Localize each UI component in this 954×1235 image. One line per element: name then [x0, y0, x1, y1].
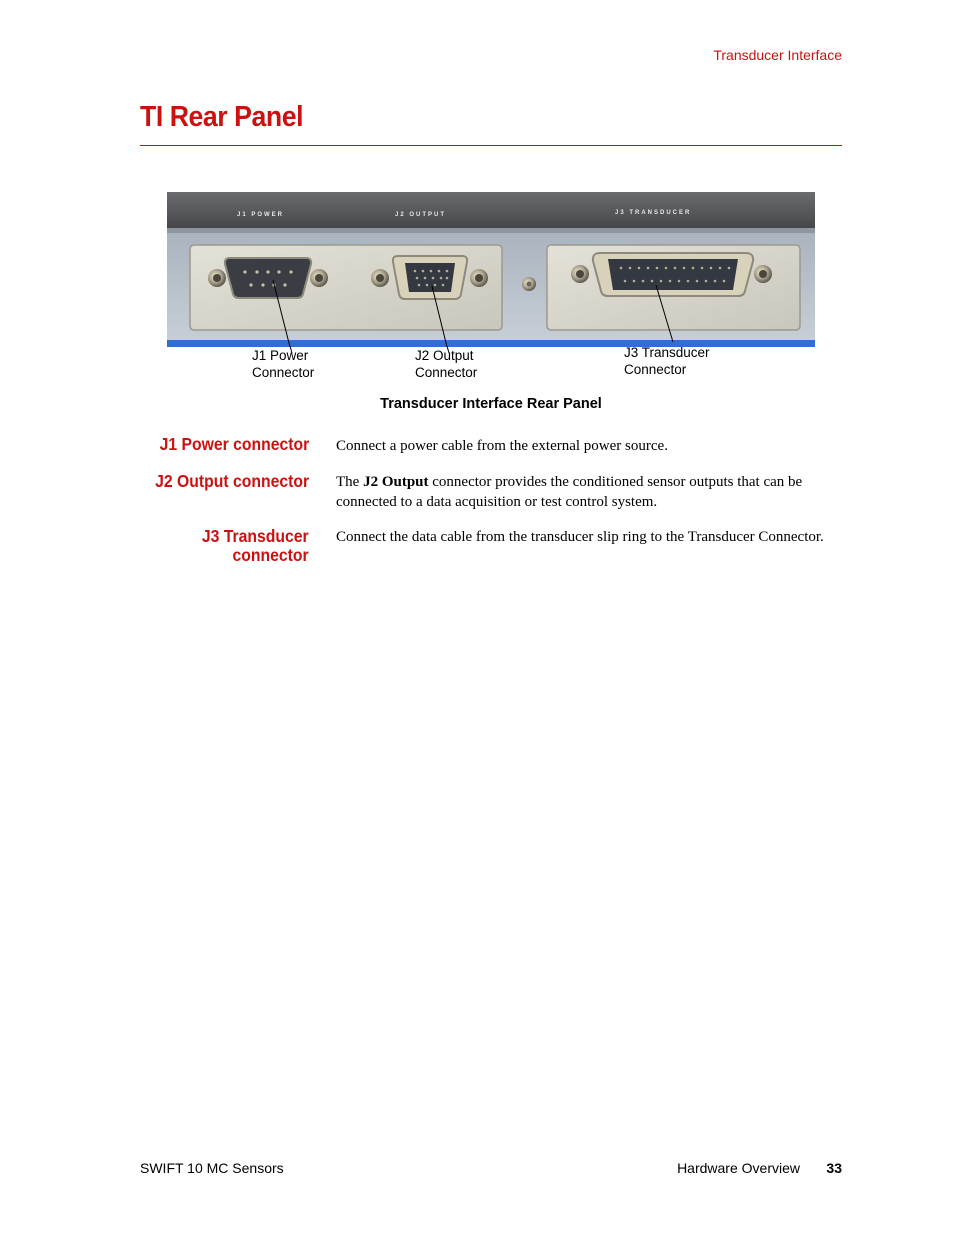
callout-j2-output [415, 347, 477, 381]
term-j1-power [159, 435, 309, 454]
desc-j3-text: Connect the data cable from the transducer slip ring to the Transducer Connector. [336, 529, 824, 545]
title-rule [140, 145, 842, 146]
footer-page-number: 33 [826, 1160, 842, 1176]
desc-j2-bold: J2 Output [363, 474, 429, 490]
term-j1-line1: J1 Power connector [159, 434, 309, 454]
desc-j2-pre: The [336, 474, 364, 490]
callout-j3-line1: J3 Transducer [624, 345, 710, 360]
page-title: TI Rear Panel [140, 101, 304, 133]
running-head: Transducer Interface [713, 47, 842, 63]
footer-section: Hardware Overview [677, 1160, 800, 1176]
term-j2-line1: J2 Output connector [154, 471, 309, 491]
panel-label-j1: J1 POWER [237, 212, 285, 218]
term-j3-line1: J3 Transducer [202, 526, 309, 546]
panel-top-strip [167, 192, 815, 228]
callout-j1-power [252, 347, 314, 381]
callout-j2-line1: J2 Output [415, 348, 474, 363]
term-j3-transducer [202, 527, 309, 565]
callout-j3-line2: Connector [624, 362, 687, 377]
desc-j2-output [336, 472, 836, 512]
callout-j2-line2: Connector [415, 365, 478, 380]
desc-j3-transducer [336, 527, 856, 547]
term-j3-line2: connector [232, 545, 309, 565]
callout-j1-line2: Connector [252, 365, 315, 380]
rear-panel-figure [167, 192, 815, 347]
rear-panel-photo [167, 192, 815, 347]
desc-j1-text: Connect a power cable from the external power source. [336, 438, 668, 454]
term-j2-output [155, 472, 309, 491]
callout-j3-transducer [624, 344, 710, 378]
callout-j1-line1: J1 Power [252, 348, 309, 363]
panel-label-j2: J2 OUTPUT [395, 212, 447, 218]
desc-j1-power [336, 436, 856, 456]
panel-label-j3: J3 TRANSDUCER [615, 210, 692, 216]
j3-transducer-connector [571, 253, 772, 296]
figure-caption: Transducer Interface Rear Panel [380, 396, 602, 412]
footer-doc-title: SWIFT 10 MC Sensors [140, 1160, 284, 1176]
desc-j2-post: connector provides the conditioned sensor outputs that can be connected to a data acquisition or test control system. [336, 474, 803, 510]
